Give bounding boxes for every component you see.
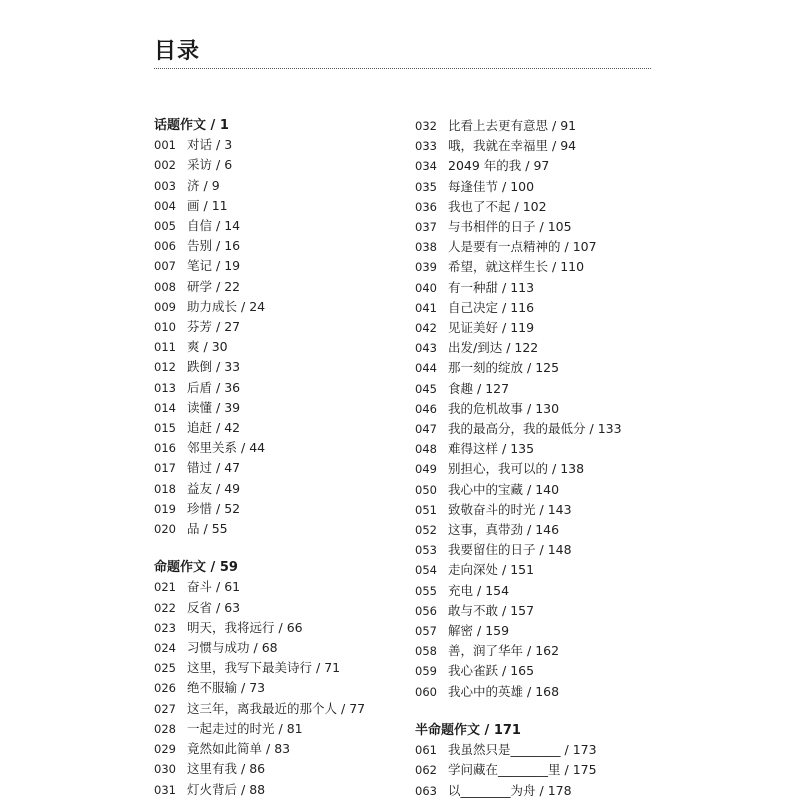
entry-title: 每逢佳节 bbox=[448, 178, 499, 194]
entry-title: 难得这样 bbox=[448, 441, 499, 457]
entry-title: 与书相伴的日子 bbox=[448, 219, 536, 235]
toc-entry: 058 善，润了华年 / 162 bbox=[415, 641, 675, 661]
entry-page-number: 159 bbox=[485, 623, 510, 639]
entry-page-number: 127 bbox=[485, 380, 510, 396]
entry-title: 对话 bbox=[187, 137, 213, 153]
entry-page-number: 81 bbox=[286, 720, 303, 736]
toc-entry: 055 充电 / 154 bbox=[415, 581, 675, 601]
entry-number: 032 bbox=[415, 119, 437, 133]
toc-entry: 022 反省 / 63 bbox=[154, 598, 384, 618]
entry-page-number: 68 bbox=[261, 640, 278, 656]
entry-page-number: 148 bbox=[547, 542, 572, 558]
toc-entry: 018 益友 / 49 bbox=[154, 479, 384, 499]
section-page-number: 59 bbox=[219, 560, 238, 576]
entry-page-number: 165 bbox=[510, 663, 535, 679]
entry-number: 025 bbox=[154, 661, 176, 676]
entry-number: 063 bbox=[415, 783, 437, 798]
entry-number: 023 bbox=[154, 620, 176, 635]
entry-title: 解密 bbox=[448, 623, 474, 639]
entry-title: 芬芳 bbox=[187, 319, 213, 335]
entry-number: 015 bbox=[154, 421, 176, 436]
entry-page-number: 30 bbox=[211, 339, 228, 355]
entry-title: 邻里关系 bbox=[187, 440, 238, 456]
entry-page-number: 14 bbox=[224, 218, 241, 234]
toc-entry: 048 难得这样 / 135 bbox=[415, 439, 675, 459]
toc-entry: 029 竟然如此简单 / 83 bbox=[154, 739, 384, 759]
entry-page-number: 138 bbox=[560, 461, 585, 477]
entry-number: 046 bbox=[415, 401, 437, 416]
entry-page-number: 125 bbox=[535, 360, 560, 376]
entry-number: 034 bbox=[415, 159, 437, 174]
entry-title: 济 bbox=[187, 177, 200, 193]
entry-title: 读懂 bbox=[187, 399, 213, 415]
entry-title: 我也了不起 bbox=[448, 198, 511, 214]
entry-title: 研学 bbox=[187, 278, 213, 294]
entry-title: 出发/到达 bbox=[448, 340, 503, 356]
entry-number: 004 bbox=[154, 198, 176, 213]
entry-number: 039 bbox=[415, 260, 437, 275]
entry-number: 030 bbox=[154, 762, 176, 777]
entry-number: 010 bbox=[154, 320, 176, 335]
entry-page-number: 110 bbox=[560, 259, 585, 275]
entry-number: 014 bbox=[154, 400, 176, 415]
toc-entry: 059 我心雀跃 / 165 bbox=[415, 661, 675, 681]
toc-entry: 023 明天，我将远行 / 66 bbox=[154, 618, 384, 638]
entry-title: 绝不服输 bbox=[187, 680, 238, 696]
entry-page-number: 102 bbox=[522, 198, 547, 214]
entry-title: 奋斗 bbox=[187, 579, 213, 595]
entry-title: 我心中的宝藏 bbox=[448, 481, 524, 497]
entry-number: 060 bbox=[415, 684, 437, 699]
entry-title: 自信 bbox=[187, 218, 213, 234]
toc-entry: 035 每逢佳节 / 100 bbox=[415, 177, 675, 197]
entry-number: 024 bbox=[154, 641, 176, 656]
entry-number: 016 bbox=[154, 441, 176, 456]
entry-title: 2049 年的我 bbox=[448, 158, 522, 174]
entry-number: 019 bbox=[154, 501, 176, 516]
entry-page-number: 77 bbox=[349, 700, 366, 716]
section-page-number: 1 bbox=[219, 118, 229, 133]
entry-number: 057 bbox=[415, 624, 437, 639]
entry-page-number: 135 bbox=[510, 441, 535, 457]
entry-title: 灯火背后 bbox=[187, 781, 238, 797]
entry-title: 有一种甜 bbox=[448, 279, 499, 295]
entry-page-number: 63 bbox=[224, 599, 241, 615]
entry-number: 021 bbox=[154, 580, 176, 595]
entry-page-number: 100 bbox=[510, 178, 535, 194]
entry-title: 画 bbox=[187, 197, 200, 213]
toc-entry: 061 我虽然只是________ / 173 bbox=[415, 740, 675, 760]
entry-number: 038 bbox=[415, 240, 437, 255]
entry-number: 062 bbox=[415, 763, 437, 778]
entry-page-number: 36 bbox=[224, 379, 241, 395]
toc-entry: 045 食趣 / 127 bbox=[415, 379, 675, 399]
entry-page-number: 9 bbox=[211, 177, 220, 193]
entry-title: 哦，我就在幸福里 bbox=[448, 138, 549, 154]
toc-entry: 046 我的危机故事 / 130 bbox=[415, 399, 675, 419]
toc-entry: 031 灯火背后 / 88 bbox=[154, 780, 384, 800]
entry-page-number: 88 bbox=[249, 781, 266, 797]
toc-right-column bbox=[415, 116, 675, 801]
entry-number: 054 bbox=[415, 563, 437, 578]
entry-title: 跌倒 bbox=[187, 359, 213, 375]
entry-number: 007 bbox=[154, 259, 176, 274]
entry-title: 益友 bbox=[187, 480, 213, 496]
toc-entry: 038 人是要有一点精神的 / 107 bbox=[415, 237, 675, 257]
entry-number: 043 bbox=[415, 341, 437, 356]
entry-page-number: 154 bbox=[485, 582, 510, 598]
entry-page-number: 107 bbox=[572, 239, 597, 255]
entry-page-number: 39 bbox=[224, 399, 241, 415]
entry-number: 011 bbox=[154, 340, 176, 355]
toc-entry: 006 告别 / 16 bbox=[154, 236, 384, 256]
entry-title: 追赶 bbox=[187, 420, 213, 436]
toc-entry: 056 敢与不敢 / 157 bbox=[415, 601, 675, 621]
entry-number: 052 bbox=[415, 523, 437, 538]
entry-page-number: 175 bbox=[572, 762, 597, 778]
entry-title: 那一刻的绽放 bbox=[448, 360, 524, 376]
toc-entry: 057 解密 / 159 bbox=[415, 621, 675, 641]
entry-title: 习惯与成功 bbox=[187, 640, 250, 656]
entry-page-number: 178 bbox=[547, 782, 572, 798]
entry-number: 003 bbox=[154, 178, 176, 193]
entry-page-number: 116 bbox=[510, 299, 535, 315]
section-heading: 话题作文 / 1 bbox=[154, 118, 229, 133]
toc-entry: 001 对话 / 3 bbox=[154, 135, 384, 155]
entry-page-number: 86 bbox=[249, 761, 266, 777]
entry-number: 028 bbox=[154, 721, 176, 736]
entry-title: 希望，就这样生长 bbox=[448, 259, 549, 275]
entry-page-number: 140 bbox=[535, 481, 560, 497]
section-page-number: 171 bbox=[493, 722, 521, 738]
entry-page-number: 143 bbox=[547, 501, 572, 517]
entry-number: 006 bbox=[154, 239, 176, 254]
entry-title: 食趣 bbox=[448, 380, 474, 396]
entry-page-number: 44 bbox=[249, 440, 266, 456]
entry-number: 040 bbox=[415, 280, 437, 295]
entry-number: 001 bbox=[154, 138, 176, 153]
entry-number: 048 bbox=[415, 442, 437, 457]
entry-page-number: 133 bbox=[597, 421, 622, 437]
toc-entry: 034 2049 年的我 / 97 bbox=[415, 156, 675, 176]
entry-title: 这里，我写下最美诗行 bbox=[187, 660, 313, 676]
entry-page-number: 94 bbox=[560, 138, 577, 154]
entry-page-number: 42 bbox=[224, 420, 241, 436]
entry-title: 笔记 bbox=[187, 258, 213, 274]
entry-title: 我的危机故事 bbox=[448, 400, 524, 416]
toc-entry: 014 读懂 / 39 bbox=[154, 398, 384, 418]
entry-number: 050 bbox=[415, 482, 437, 497]
entry-title: 助力成长 bbox=[187, 298, 238, 314]
entry-number: 027 bbox=[154, 701, 176, 716]
entry-title: 我要留住的日子 bbox=[448, 542, 536, 558]
toc-entry: 041 自己决定 / 116 bbox=[415, 298, 675, 318]
entry-number: 012 bbox=[154, 360, 176, 375]
toc-entry: 002 采访 / 6 bbox=[154, 155, 384, 175]
entry-title: 学问藏在________里 bbox=[448, 762, 561, 778]
toc-entry: 047 我的最高分，我的最低分 / 133 bbox=[415, 419, 675, 439]
entry-page-number: 55 bbox=[211, 521, 228, 537]
toc-entry: 024 习惯与成功 / 68 bbox=[154, 638, 384, 658]
entry-number: 042 bbox=[415, 321, 437, 336]
entry-page-number: 19 bbox=[224, 258, 241, 274]
entry-title: 我心中的英雄 bbox=[448, 683, 524, 699]
entry-title: 善，润了华年 bbox=[448, 643, 524, 659]
entry-title: 走向深处 bbox=[448, 562, 499, 578]
entry-page-number: 83 bbox=[274, 741, 291, 757]
entry-title: 反省 bbox=[187, 599, 213, 615]
entry-number: 005 bbox=[154, 219, 176, 234]
section-title: 话题作文 bbox=[154, 118, 207, 133]
entry-page-number: 73 bbox=[249, 680, 266, 696]
entry-title: 后盾 bbox=[187, 379, 213, 395]
entry-number: 036 bbox=[415, 199, 437, 214]
entry-page-number: 91 bbox=[560, 118, 577, 133]
toc-entry: 043 出发/到达 / 122 bbox=[415, 338, 675, 358]
entry-page-number: 122 bbox=[514, 340, 539, 356]
toc-entry: 011 爽 / 30 bbox=[154, 337, 384, 357]
toc-entry: 015 追赶 / 42 bbox=[154, 418, 384, 438]
entry-page-number: 66 bbox=[286, 619, 303, 635]
toc-entry: 053 我要留住的日子 / 148 bbox=[415, 540, 675, 560]
entry-page-number: 151 bbox=[510, 562, 535, 578]
entry-page-number: 22 bbox=[224, 278, 241, 294]
toc-entry: 036 我也了不起 / 102 bbox=[415, 197, 675, 217]
entry-page-number: 24 bbox=[249, 298, 266, 314]
entry-page-number: 97 bbox=[533, 158, 550, 174]
section-heading: 半命题作文 / 171 bbox=[415, 722, 521, 738]
entry-title: 这事，真带劲 bbox=[448, 522, 524, 538]
entry-title: 这里有我 bbox=[187, 761, 238, 777]
entry-title: 采访 bbox=[187, 157, 213, 173]
entry-page-number: 47 bbox=[224, 460, 241, 476]
entry-title: 人是要有一点精神的 bbox=[448, 239, 561, 255]
toc-entry: 027 这三年，离我最近的那个人 / 77 bbox=[154, 699, 384, 719]
toc-entry: 016 邻里关系 / 44 bbox=[154, 438, 384, 458]
entry-title: 告别 bbox=[187, 238, 213, 254]
entry-title: 我心雀跃 bbox=[448, 663, 499, 679]
entry-number: 044 bbox=[415, 361, 437, 376]
section-title: 命题作文 bbox=[154, 560, 207, 576]
entry-title: 自己决定 bbox=[448, 299, 499, 315]
toc-entry: 042 见证美好 / 119 bbox=[415, 318, 675, 338]
entry-page-number: 168 bbox=[535, 683, 560, 699]
section-heading: 命题作文 / 59 bbox=[154, 560, 238, 576]
toc-entry: 062 学问藏在________里 / 175 bbox=[415, 760, 675, 780]
entry-title: 致敬奋斗的时光 bbox=[448, 501, 536, 517]
toc-entry: 039 希望，就这样生长 / 110 bbox=[415, 257, 675, 277]
toc-entry: 019 珍惜 / 52 bbox=[154, 499, 384, 519]
entry-number: 045 bbox=[415, 381, 437, 396]
entry-title: 爽 bbox=[187, 339, 200, 355]
toc-entry: 013 后盾 / 36 bbox=[154, 378, 384, 398]
entry-title: 品 bbox=[187, 521, 200, 537]
entry-title: 比看上去更有意思 bbox=[448, 118, 549, 133]
entry-page-number: 119 bbox=[510, 320, 535, 336]
entry-page-number: 27 bbox=[224, 319, 241, 335]
toc-entry: 003 济 / 9 bbox=[154, 176, 384, 196]
entry-title: 错过 bbox=[187, 460, 213, 476]
entry-page-number: 33 bbox=[224, 359, 241, 375]
entry-number: 008 bbox=[154, 279, 176, 294]
entry-page-number: 6 bbox=[224, 157, 233, 173]
entry-number: 049 bbox=[415, 462, 437, 477]
toc-entry: 051 致敬奋斗的时光 / 143 bbox=[415, 500, 675, 520]
entry-page-number: 3 bbox=[224, 137, 233, 153]
toc-entry: 054 走向深处 / 151 bbox=[415, 560, 675, 580]
entry-title: 充电 bbox=[448, 582, 474, 598]
toc-entry: 005 自信 / 14 bbox=[154, 216, 384, 236]
entry-number: 022 bbox=[154, 600, 176, 615]
entry-title: 这三年，离我最近的那个人 bbox=[187, 700, 338, 716]
entry-number: 053 bbox=[415, 543, 437, 558]
toc-entry: 040 有一种甜 / 113 bbox=[415, 278, 675, 298]
toc-entry: 021 奋斗 / 61 bbox=[154, 577, 384, 597]
entry-number: 059 bbox=[415, 664, 437, 679]
entry-number: 041 bbox=[415, 300, 437, 315]
toc-entry: 007 笔记 / 19 bbox=[154, 256, 384, 276]
toc-entry: 037 与书相伴的日子 / 105 bbox=[415, 217, 675, 237]
entry-page-number: 71 bbox=[324, 660, 341, 676]
entry-page-number: 162 bbox=[535, 643, 560, 659]
entry-title: 一起走过的时光 bbox=[187, 720, 275, 736]
title-divider bbox=[154, 68, 651, 69]
toc-entry: 020 品 / 55 bbox=[154, 519, 384, 539]
entry-title: 以________为舟 bbox=[448, 782, 536, 798]
entry-number: 002 bbox=[154, 158, 176, 173]
entry-page-number: 61 bbox=[224, 579, 241, 595]
page-title: 目录 bbox=[154, 39, 201, 64]
entry-page-number: 146 bbox=[535, 522, 560, 538]
toc-entry: 017 错过 / 47 bbox=[154, 458, 384, 478]
toc-entry: 032 比看上去更有意思 / 91 bbox=[415, 116, 675, 136]
entry-page-number: 105 bbox=[547, 219, 572, 235]
entry-number: 017 bbox=[154, 461, 176, 476]
entry-number: 013 bbox=[154, 380, 176, 395]
entry-page-number: 52 bbox=[224, 500, 241, 516]
entry-number: 026 bbox=[154, 681, 176, 696]
toc-entry: 012 跌倒 / 33 bbox=[154, 357, 384, 377]
entry-number: 061 bbox=[415, 743, 437, 758]
entry-number: 035 bbox=[415, 179, 437, 194]
toc-entry: 049 别担心，我可以的 / 138 bbox=[415, 459, 675, 479]
entry-page-number: 11 bbox=[211, 197, 228, 213]
entry-page-number: 49 bbox=[224, 480, 241, 496]
toc-entry: 044 那一刻的绽放 / 125 bbox=[415, 358, 675, 378]
entry-title: 珍惜 bbox=[187, 500, 213, 516]
entry-title: 我的最高分，我的最低分 bbox=[448, 421, 586, 437]
toc-entry: 030 这里有我 / 86 bbox=[154, 759, 384, 779]
entry-number: 037 bbox=[415, 220, 437, 235]
toc-entry: 026 绝不服输 / 73 bbox=[154, 678, 384, 698]
entry-page-number: 157 bbox=[510, 602, 535, 618]
entry-number: 031 bbox=[154, 782, 176, 797]
entry-number: 051 bbox=[415, 502, 437, 517]
entry-number: 009 bbox=[154, 299, 176, 314]
toc-left-column bbox=[154, 116, 384, 800]
entry-number: 056 bbox=[415, 603, 437, 618]
entry-number: 020 bbox=[154, 522, 176, 537]
entry-number: 029 bbox=[154, 742, 176, 757]
entry-page-number: 16 bbox=[224, 238, 241, 254]
toc-entry: 010 芬芳 / 27 bbox=[154, 317, 384, 337]
toc-entry: 028 一起走过的时光 / 81 bbox=[154, 719, 384, 739]
toc-entry: 060 我心中的英雄 / 168 bbox=[415, 682, 675, 702]
entry-page-number: 113 bbox=[510, 279, 535, 295]
entry-page-number: 173 bbox=[572, 742, 597, 758]
entry-title: 竟然如此简单 bbox=[187, 741, 263, 757]
entry-title: 见证美好 bbox=[448, 320, 499, 336]
toc-entry: 008 研学 / 22 bbox=[154, 277, 384, 297]
entry-number: 047 bbox=[415, 422, 437, 437]
section-title: 半命题作文 bbox=[415, 722, 481, 738]
entry-title: 别担心，我可以的 bbox=[448, 461, 549, 477]
entry-number: 018 bbox=[154, 481, 176, 496]
toc-entry: 033 哦，我就在幸福里 / 94 bbox=[415, 136, 675, 156]
entry-title: 敢与不敢 bbox=[448, 602, 499, 618]
toc-entry: 009 助力成长 / 24 bbox=[154, 297, 384, 317]
entry-title: 我虽然只是________ bbox=[448, 742, 561, 758]
toc-entry: 063 以________为舟 / 178 bbox=[415, 781, 675, 801]
section-spacer bbox=[154, 539, 384, 558]
entry-number: 058 bbox=[415, 644, 437, 659]
toc-entry: 050 我心中的宝藏 / 140 bbox=[415, 480, 675, 500]
section-spacer bbox=[415, 702, 675, 721]
entry-title: 明天，我将远行 bbox=[187, 619, 275, 635]
entry-number: 055 bbox=[415, 583, 437, 598]
toc-entry: 052 这事，真带劲 / 146 bbox=[415, 520, 675, 540]
toc-entry: 025 这里，我写下最美诗行 / 71 bbox=[154, 658, 384, 678]
entry-number: 033 bbox=[415, 139, 437, 154]
entry-page-number: 130 bbox=[535, 400, 560, 416]
toc-entry: 004 画 / 11 bbox=[154, 196, 384, 216]
